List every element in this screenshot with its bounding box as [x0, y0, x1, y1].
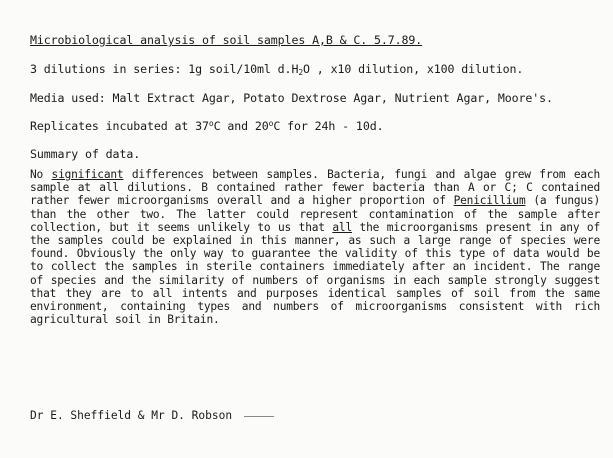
- dilutions-prefix: 3 dilutions in series: 1g soil/10ml d.H: [30, 62, 299, 76]
- summary-part-3: (a fungus) than the other two. The latter could represent contamination of the sample after collection, but it seems unlikely to us that: [30, 194, 601, 234]
- degree-sup-2: o: [268, 119, 274, 128]
- summary-heading: Summary of data.: [30, 147, 141, 161]
- media-line: Media used: Malt Extract Agar, Potato Dextrose Agar, Nutrient Agar, Moore's.: [30, 91, 553, 105]
- document-title: Microbiological analysis of soil samples A,B & C. 5.7.89.: [30, 33, 423, 47]
- replicates-prefix: Replicates incubated at 37: [30, 119, 209, 133]
- replicates-line: [30, 119, 383, 133]
- dilutions-line: [30, 62, 523, 77]
- replicates-mid: C and 20: [213, 119, 269, 133]
- signature-line: Dr E. Sheffield & Mr D. Robson: [30, 409, 233, 422]
- summary-paragraph: [30, 168, 600, 326]
- dilutions-suffix: O , x10 dilution, x100 dilution.: [303, 62, 524, 76]
- replicates-suffix: C for 24h - 10d.: [273, 119, 384, 133]
- summary-part-2: differences between samples. Bacteria, fungi and algae grew from each sample at all dilutions. B contained rather fewer bacteria than A or C; C contained rather fewer microorganisms overall and a higher proportion of: [30, 168, 601, 208]
- summary-underline-all: all: [332, 220, 352, 234]
- summary-underline-penicillium: Penicillium: [453, 194, 526, 208]
- dilutions-subscript: 2: [298, 68, 304, 77]
- summary-part-4: the microorganisms present in any of the samples could be explained in this manner, as such a large range of species were found. Obviously the only way to guarantee the validity of this type of data would be to collect the samples in sterile containers immediately after an incident. The range of species and the similarity of numbers of organisms in each sample strongly suggest that they are to all intents and purposes identical samples of soil from the same environment, containing types and numbers of microorganisms consistent with rich agricultural soil in Britain.: [30, 220, 600, 327]
- signature-rule: [244, 416, 274, 417]
- degree-sup-1: o: [208, 119, 214, 128]
- summary-part-1: No: [30, 168, 52, 181]
- summary-underline-significant: significant: [51, 168, 124, 181]
